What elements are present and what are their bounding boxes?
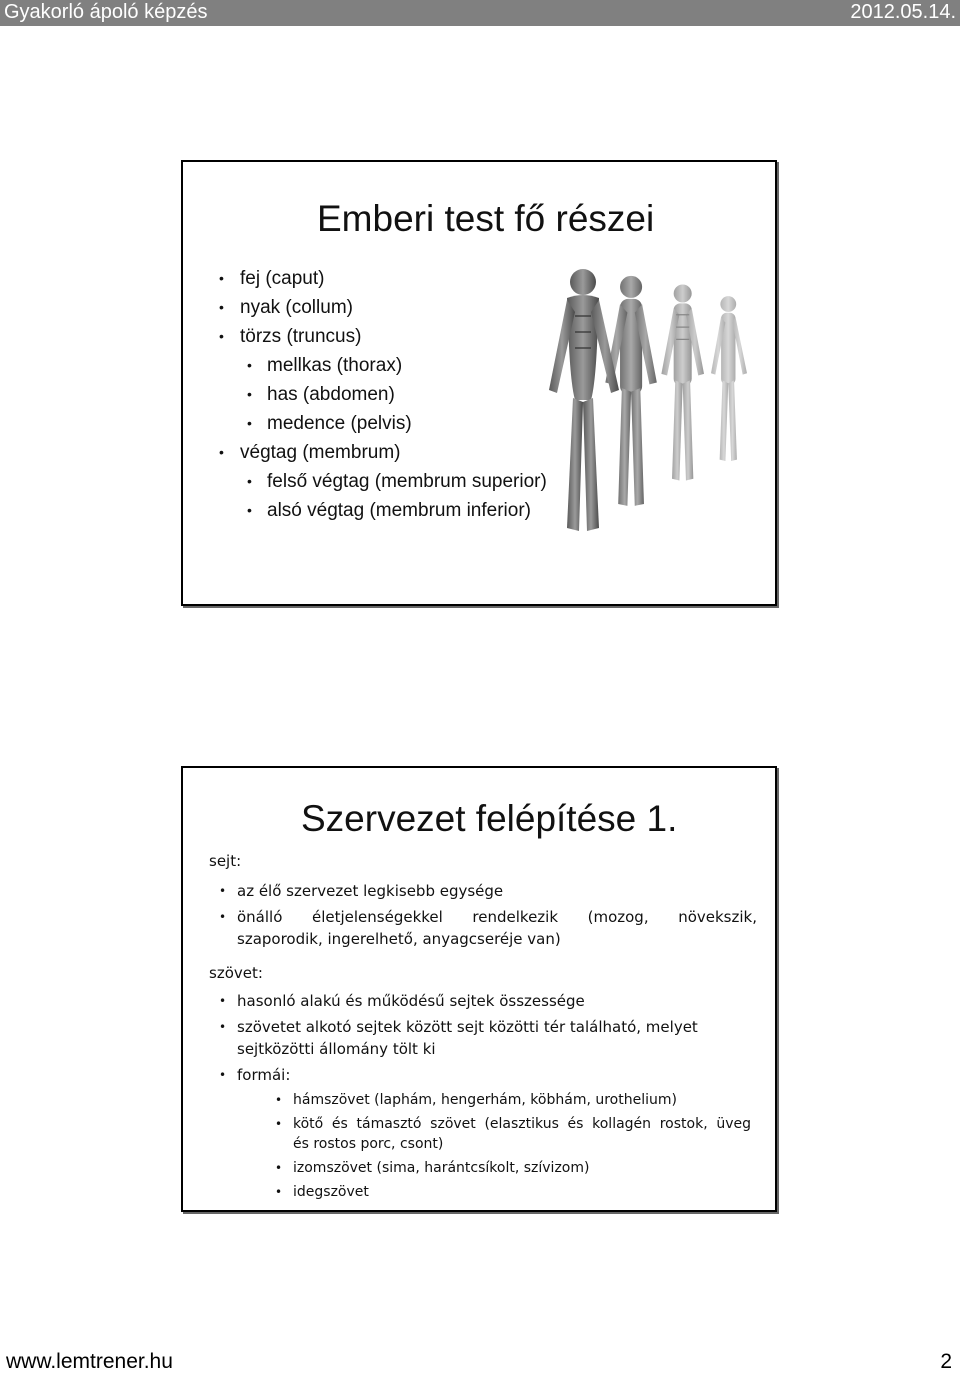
bullet-icon: •	[247, 502, 252, 518]
slide-2-title: Szervezet felépítése 1.	[301, 798, 678, 839]
list-item: • alsó végtag (membrum inferior)	[183, 496, 557, 525]
list-item: • hasonló alakú és működésű sejtek összessége	[219, 992, 585, 1010]
list-item: • szövetet alkotó sejtek között sejt közötti tér található, melyet	[219, 1018, 698, 1036]
szovet-label: szövet:	[209, 964, 263, 982]
footer-website: www.lemtrener.hu	[6, 1350, 173, 1373]
body-parts-list	[183, 264, 557, 525]
bullet-icon: •	[247, 357, 252, 373]
bullet-icon: •	[275, 1161, 283, 1175]
bullet-icon: •	[219, 1068, 227, 1082]
list-item: • az élő szervezet legkisebb egysége	[219, 882, 504, 900]
list-item: • felső végtag (membrum superior)	[183, 467, 557, 496]
list-item: • végtag (membrum)	[183, 438, 557, 467]
bullet-icon: •	[219, 910, 227, 924]
slide-2	[181, 766, 777, 1212]
list-item: • formái:	[219, 1066, 291, 1084]
list-item: • medence (pelvis)	[183, 409, 557, 438]
page-header	[0, 0, 960, 26]
sub-list-item: • kötő és támasztó szövet (elasztikus és kollagén rostok, üveg	[275, 1116, 751, 1132]
bullet-icon: •	[219, 884, 227, 898]
sub-list-item: • idegszövet	[275, 1184, 369, 1200]
list-item: • nyak (collum)	[183, 293, 557, 322]
slide-1-title: Emberi test fő részei	[317, 198, 655, 239]
bullet-icon: •	[275, 1185, 283, 1199]
course-title: Gyakorló ápoló képzés	[4, 1, 208, 23]
list-item: • törzs (truncus)	[183, 322, 557, 351]
list-item-continuation: sejtközötti állomány tölt ki	[237, 1040, 436, 1058]
bullet-icon: •	[219, 1020, 227, 1034]
bullet-icon: •	[219, 328, 224, 344]
bullet-icon: •	[275, 1117, 283, 1131]
anatomy-figures-image	[543, 266, 783, 536]
sub-list-item: • izomszövet (sima, harántcsíkolt, szívizom)	[275, 1160, 590, 1176]
sub-list-item: • hámszövet (laphám, hengerhám, köbhám, urothelium)	[275, 1092, 677, 1108]
page-number: 2	[940, 1350, 952, 1373]
bullet-icon: •	[247, 473, 252, 489]
bullet-icon: •	[219, 994, 227, 1008]
sub-list-item-continuation: és rostos porc, csont)	[293, 1136, 444, 1152]
list-item-continuation: szaporodik, ingerelhető, anyagcseréje van)	[237, 930, 561, 948]
header-date: 2012.05.14.	[850, 1, 956, 23]
slide-1	[181, 160, 777, 606]
bullet-icon: •	[275, 1093, 283, 1107]
bullet-icon: •	[219, 444, 224, 460]
bullet-icon: •	[247, 386, 252, 402]
bullet-icon: •	[219, 299, 224, 315]
list-item: • fej (caput)	[183, 264, 557, 293]
list-item: • mellkas (thorax)	[183, 351, 557, 380]
sejt-label: sejt:	[209, 852, 242, 870]
bullet-icon: •	[247, 415, 252, 431]
bullet-icon: •	[219, 270, 224, 286]
list-item: • has (abdomen)	[183, 380, 557, 409]
list-item: • önálló életjelenségekkel rendelkezik (mozog, növekszik,	[219, 908, 757, 926]
